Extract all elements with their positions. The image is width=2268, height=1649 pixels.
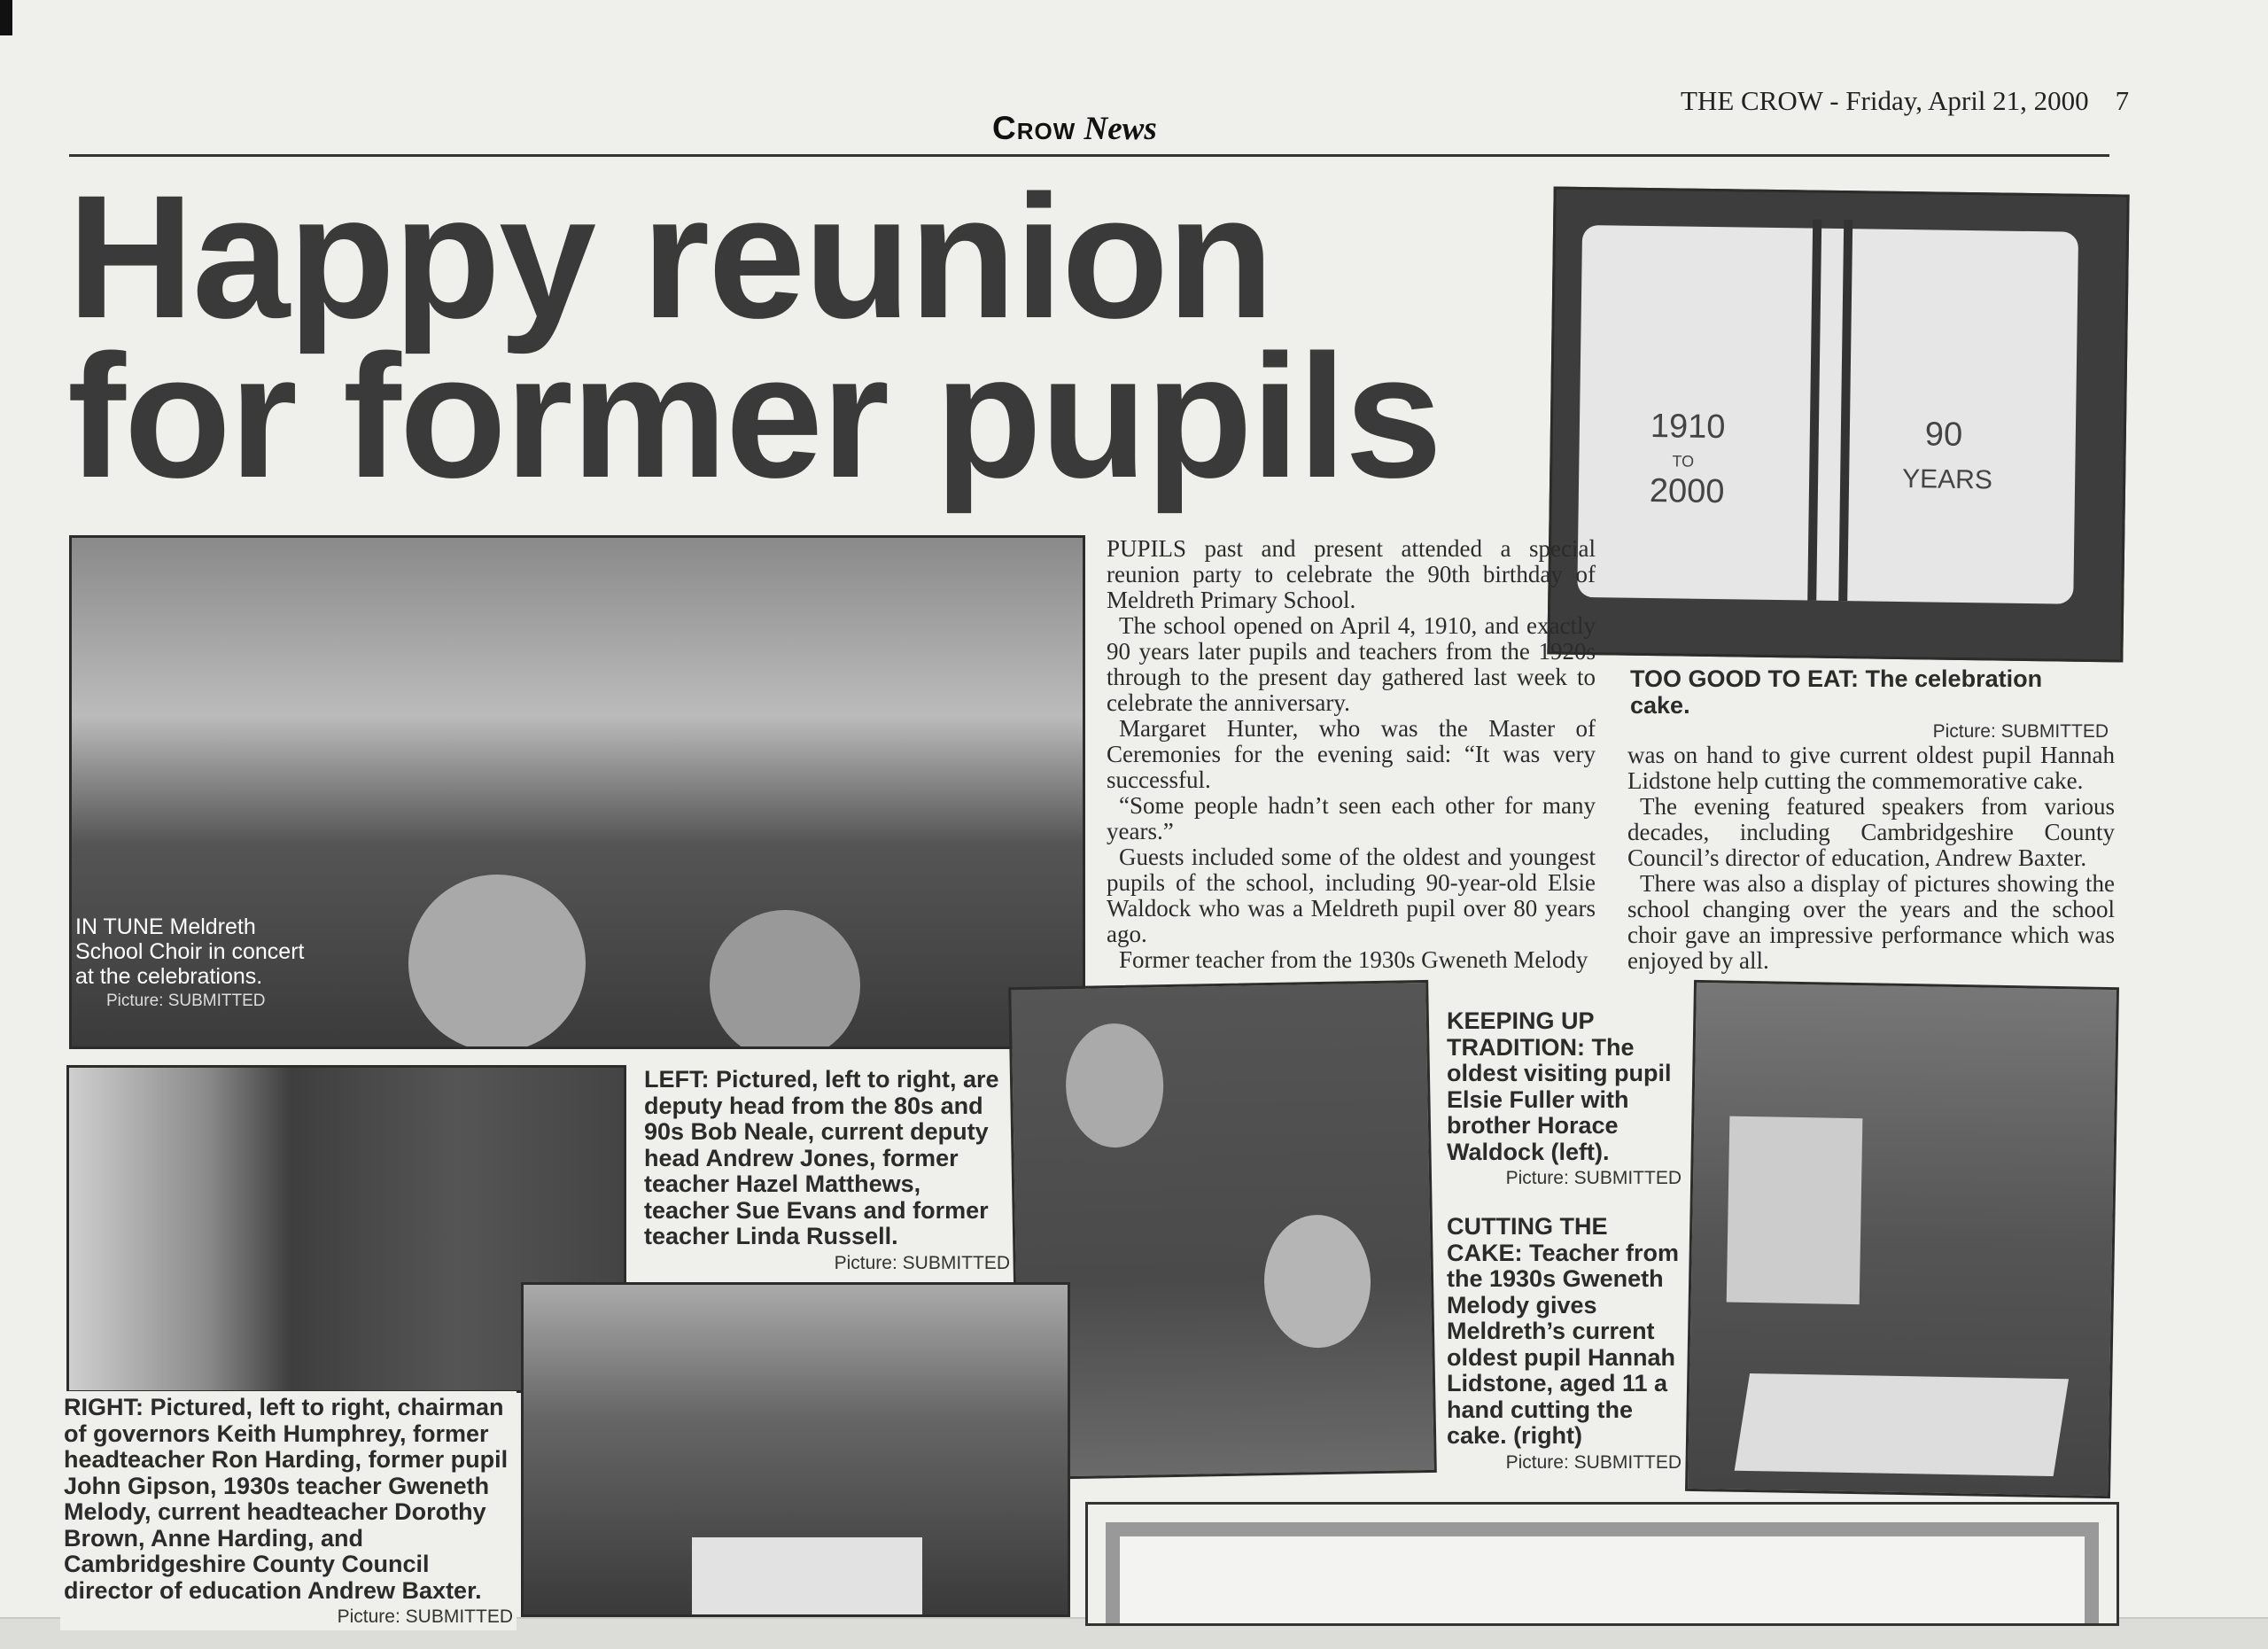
advert-frame [1106,1522,2099,1623]
caption-text: TOO GOOD TO EAT: The celebration cake. [1630,665,2043,719]
person-face [1065,1023,1164,1148]
right-photo-caption [60,1391,517,1630]
cake-table [692,1537,922,1617]
article-paragraph: Margaret Hunter, who was the Master of Ceremonies for the evening said: “It was very successful. [1107,715,1596,793]
article-paragraph: The evening featured speakers from various decades, including Cambridgeshire County Council’s director of education, Andrew Baxter. [1627,793,2115,871]
article-paragraph: PUPILS past and present attended a special reunion party to celebrate the 90th birthday of Meldreth Primary School. [1107,535,1596,613]
section-header [992,110,1157,148]
caption-text: RIGHT: Pictured, left to right, chairman of governors Keith Humphrey, former headteacher Ron Harding, former pupil John Gipson, 1930s teacher Gweneth Melody, current headteacher Dorothy Brown, Anne Harding, and Cambridgeshire County Council director of education Andrew Baxter. [64,1394,509,1604]
scan-corner [0,0,12,35]
audience-head [710,910,860,1049]
cake-cutting-photo [1685,980,2119,1498]
photo-credit: Picture: SUBMITTED [1505,1451,1682,1473]
cake-text: 90 [1924,416,1963,454]
elderly-pupil-photo [1008,980,1437,1480]
advert-box [1085,1502,2119,1626]
page-number: 7 [2115,85,2130,116]
pupil-shirt [1727,1116,1863,1305]
article-paragraph: Guests included some of the oldest and youngest pupils of the school, including 90-year-old Elsie Waldock who was a Meldreth pupil over 80 years ago. [1107,844,1596,947]
photo-credit: Picture: SUBMITTED [834,1252,1010,1273]
caption-text: LEFT: Pictured, left to right, are deputy head from the 80s and 90s Bob Neale, current deputy head Andrew Jones, former teacher Hazel Matthews, teacher Sue Evans and former teacher Linda Russell. [644,1066,999,1249]
cake-text: YEARS [1901,464,1993,495]
caption-text: CUTTING THE CAKE: Teacher from the 1930s Gweneth Melody gives Meldreth’s current oldest pupil Hannah Lidstone, aged 11 a hand cutting the cake. (right) [1447,1213,1680,1449]
article-paragraph: The school opened on April 4, 1910, and exactly 90 years later pupils and teachers from the 1920s through to the present day gathered last week to celebrate the anniversary. [1107,612,1596,716]
cake-text: TO [1672,452,1695,471]
cutting-photo-caption [1447,1214,1682,1475]
section-brand: Crow [992,110,1076,146]
cake-text: 2000 [1649,472,1725,511]
page-folio [1681,85,2129,117]
caption-text: KEEPING UP TRADITION: The oldest visiting pupil Elsie Fuller with brother Horace Waldock (left). [1447,1007,1672,1165]
cake-text: 1910 [1650,408,1726,447]
photo-credit: Picture: SUBMITTED [1505,1168,1682,1188]
headline [67,159,1556,514]
article-paragraph: There was also a display of pictures showing the school changing over the years and the school choir gave an impressive performance which was enjoyed by all. [1627,870,2115,974]
article-paragraph: Former teacher from the 1930s Gweneth Melody [1119,946,1588,973]
person-face [1263,1214,1372,1349]
elderly-photo-caption [1447,1008,1682,1192]
article-column-1 [1107,536,1596,973]
photo-credit: Picture: SUBMITTED [337,1606,513,1627]
cake-caption [1630,666,2109,745]
article-column-2 [1627,743,2115,974]
headline-line-2: for former pupils [67,318,1441,514]
headline-line-1: Happy reunion [67,159,1273,354]
article-paragraph: was on hand to give current oldest pupil Hannah Lidstone help cutting the commemorative cake. [1627,742,2115,794]
photo-credit: Picture: SUBMITTED [106,992,266,1010]
photo-credit: Picture: SUBMITTED [1932,721,2109,742]
right-group-photo [521,1282,1070,1617]
header-rule [69,154,2109,157]
article-paragraph: “Some people hadn’t seen each other for many years.” [1107,792,1596,844]
cake-photo [1547,186,2129,662]
cake [1735,1373,2069,1476]
folio-text: THE CROW - Friday, April 21, 2000 [1681,85,2089,116]
audience-head [408,875,586,1049]
caption-text: IN TUNE Meldreth School Choir in concert at the celebrations. [75,914,305,989]
left-photo-caption [629,1062,1010,1283]
section-name: News [1084,111,1157,147]
choir-caption [75,914,306,1014]
